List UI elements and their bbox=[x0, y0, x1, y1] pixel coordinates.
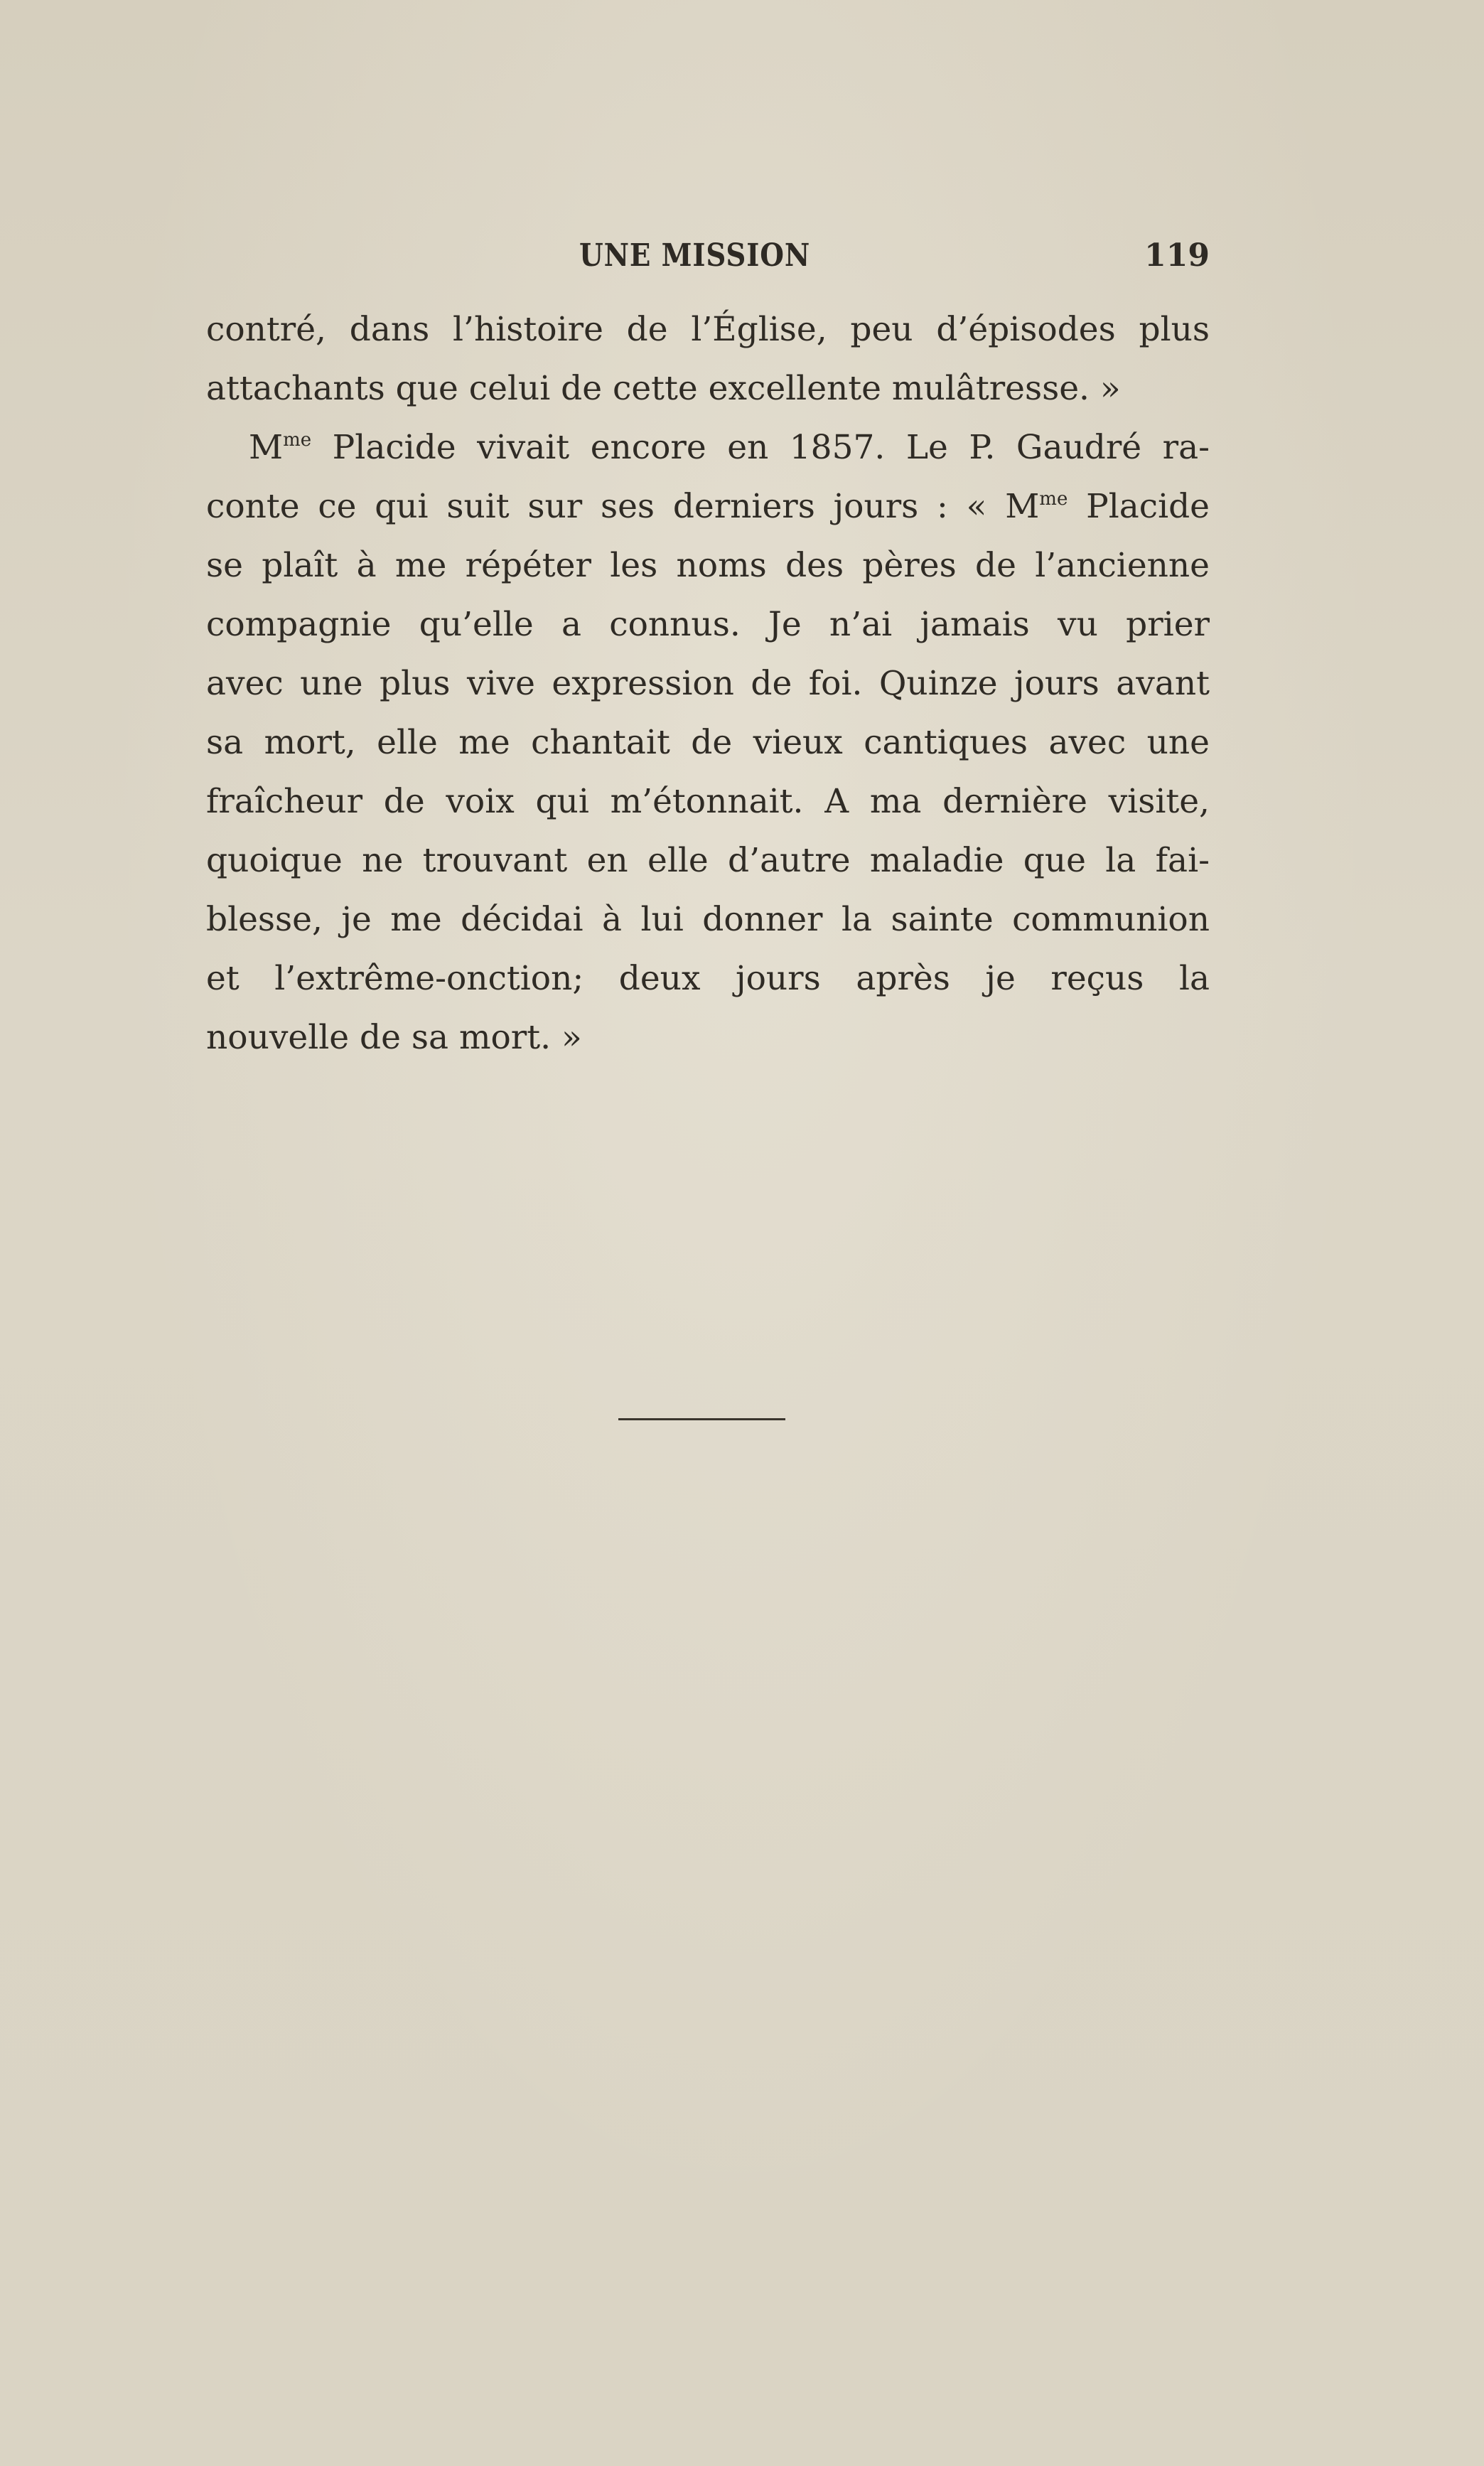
text-line: $M^{me}$ Placide vivait encore en 1857. Le P. Gaudré ra- bbox=[249, 428, 1210, 467]
text-line: contré, dans l’histoire de l’Église, peu d’épisodes plus bbox=[206, 310, 1210, 349]
page-number: 119 bbox=[1144, 237, 1210, 274]
text-line: et l’extrême-onction; deux jours après je reçus la bbox=[206, 959, 1210, 998]
text-line: nouvelle de sa mort. » bbox=[206, 1018, 582, 1057]
text-line: conte ce qui suit sur ses derniers jours : « $M^{me}$ Placide bbox=[206, 487, 1210, 526]
abbreviation: $M^{me}$ bbox=[1005, 487, 1068, 526]
text-line: attachants que celui de cette excellente mulâtresse. » bbox=[206, 369, 1121, 408]
running-title: UNE MISSION bbox=[579, 237, 811, 274]
text-line: compagnie qu’elle a connus. Je n’ai jamais vu prier bbox=[206, 605, 1210, 644]
text-line: fraîcheur de voix qui m’étonnait. A ma dernière visite, bbox=[206, 782, 1210, 821]
page-header bbox=[206, 237, 1210, 287]
text-line: sa mort, elle me chantait de vieux cantiques avec une bbox=[206, 723, 1210, 762]
text-line: blesse, je me décidai à lui donner la sainte communion bbox=[206, 900, 1210, 939]
section-end-rule bbox=[618, 1418, 785, 1420]
abbreviation: $M^{me}$ bbox=[249, 428, 312, 467]
text-line: quoique ne trouvant en elle d’autre maladie que la fai- bbox=[206, 841, 1210, 880]
text-line: se plaît à me répéter les noms des pères de l’ancienne bbox=[206, 546, 1210, 585]
text-line: avec une plus vive expression de foi. Quinze jours avant bbox=[206, 664, 1210, 703]
body-text bbox=[206, 300, 1210, 1067]
